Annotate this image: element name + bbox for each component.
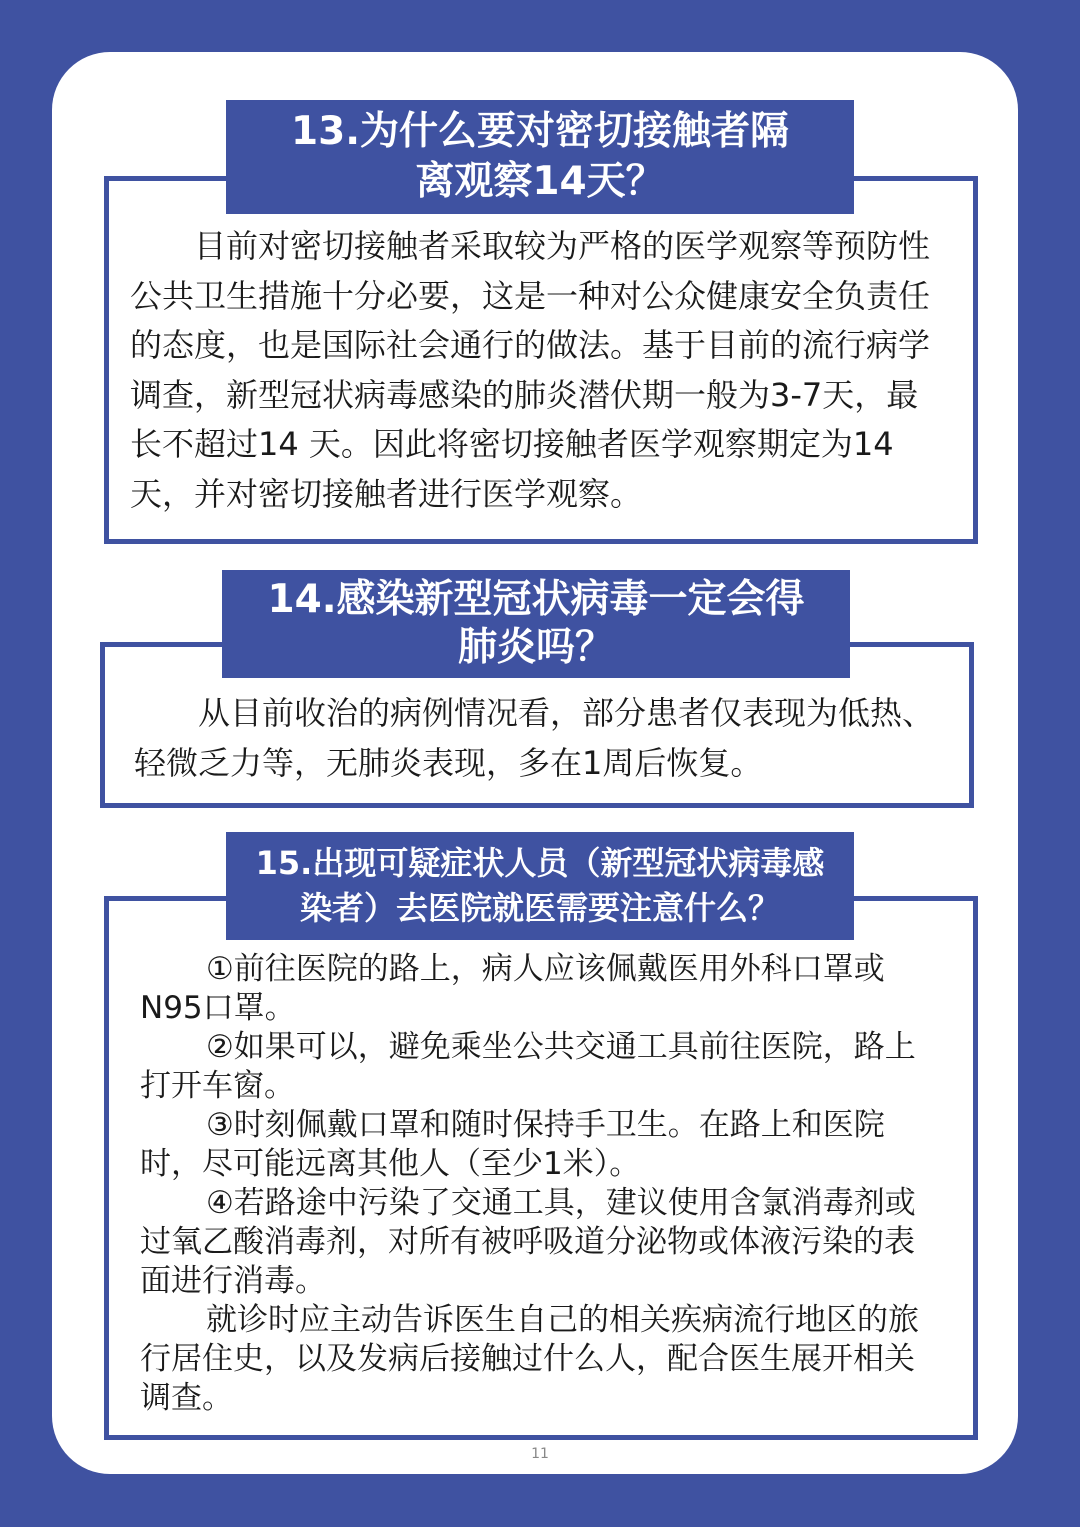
section-14-title-line-2: 肺炎吗？ (457, 625, 614, 670)
section-14-body (134, 688, 954, 788)
section-14-title (222, 570, 850, 678)
section-13-title-line-1: 13.为什么要对密切接触者隔 (290, 109, 790, 154)
section-14-paragraph: 从目前收治的病例情况看，部分患者仅表现为低热、轻微乏力等，无肺炎表现，多在1周后恢复。 (134, 694, 935, 782)
section-15-item-4: ④若路途中污染了交通工具，建议使用含氯消毒剂或过氧乙酸消毒剂，对所有被呼吸道分泌物或体液污染的表面进行消毒。 (140, 1185, 916, 1299)
page-number: 11 (531, 1446, 549, 1462)
section-15-note: 就诊时应主动告诉医生自己的相关疾病流行地区的旅行居住史，以及发病后接触过什么人，配合医生展开相关调查。 (140, 1302, 919, 1416)
section-15-title-line-1: 15.出现可疑症状人员（新型冠状病毒感 (255, 844, 825, 882)
section-13-title-line-2: 离观察14天？ (415, 159, 665, 204)
section-13-body (130, 222, 946, 519)
section-15-item-2: ②如果可以，避免乘坐公共交通工具前往医院，路上打开车窗。 (140, 1029, 916, 1104)
section-15-item-1: ①前往医院的路上，病人应该佩戴医用外科口罩或N95口罩。 (140, 951, 885, 1026)
section-13-title (226, 100, 854, 214)
section-14-title-line-1: 14.感染新型冠状病毒一定会得 (267, 577, 805, 622)
section-15-title-line-2: 染者）去医院就医需要注意什么？ (299, 889, 780, 927)
section-15-item-3: ③时刻佩戴口罩和随时保持手卫生。在路上和医院时，尽可能远离其他人（至少1米）。 (140, 1107, 885, 1182)
section-15-body (140, 950, 940, 1418)
section-15-title (226, 832, 854, 940)
section-13-paragraph: 目前对密切接触者采取较为严格的医学观察等预防性公共卫生措施十分必要，这是一种对公众健康安全负责任的态度，也是国际社会通行的做法。基于目前的流行病学调查，新型冠状病毒感染的肺炎潜伏期一般为3-7天，最长不超过14 天。因此将密切接触者医学观察期定为14天，并对密切接触者进行医学观察。 (130, 227, 931, 513)
